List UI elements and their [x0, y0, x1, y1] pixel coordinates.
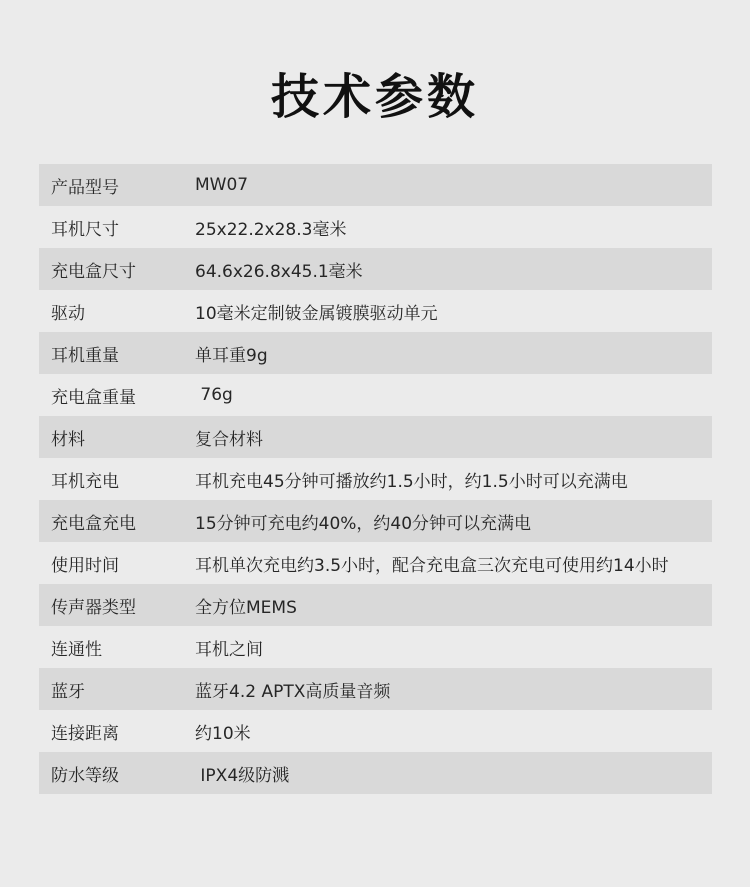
spec-label: 使用时间 [51, 555, 119, 576]
page-title: 技术参数 [270, 69, 479, 125]
spec-value: 全方位MEMS [195, 597, 297, 618]
spec-row [39, 416, 712, 458]
spec-value: 耳机之间 [195, 639, 263, 660]
spec-label: 耳机尺寸 [51, 219, 119, 240]
spec-label: 耳机充电 [51, 471, 119, 492]
spec-label: 连通性 [51, 639, 102, 660]
spec-value: 单耳重9g [195, 345, 268, 366]
spec-value: 15分钟可充电约40%，约40分钟可以充满电 [195, 513, 532, 534]
spec-row [39, 542, 712, 584]
spec-value: 蓝牙4.2 APTX高质量音频 [195, 681, 391, 702]
spec-row [39, 584, 712, 626]
spec-value: 10毫米定制铍金属镀膜驱动单元 [195, 303, 438, 324]
spec-label: 材料 [51, 429, 85, 450]
spec-row [39, 248, 712, 290]
spec-value: 76g [195, 385, 233, 405]
spec-value: 复合材料 [195, 429, 263, 450]
spec-value: MW07 [195, 175, 249, 195]
spec-row [39, 710, 712, 752]
spec-row [39, 164, 712, 206]
spec-label: 驱动 [51, 303, 85, 324]
spec-value: 25x22.2x28.3毫米 [195, 219, 347, 240]
spec-row [39, 626, 712, 668]
spec-label: 传声器类型 [51, 597, 136, 618]
spec-label: 连接距离 [51, 723, 119, 744]
spec-row [39, 290, 712, 332]
spec-row [39, 752, 712, 794]
spec-row [39, 332, 712, 374]
spec-table [39, 164, 712, 794]
spec-value: 耳机单次充电约3.5小时，配合充电盒三次充电可使用约14小时 [195, 555, 669, 576]
spec-value: IPX4级防溅 [195, 765, 290, 786]
spec-row [39, 374, 712, 416]
spec-row [39, 500, 712, 542]
spec-value: 耳机充电45分钟可播放约1.5小时，约1.5小时可以充满电 [195, 471, 628, 492]
spec-row [39, 206, 712, 248]
spec-row [39, 668, 712, 710]
spec-label: 充电盒尺寸 [51, 261, 136, 282]
spec-row [39, 458, 712, 500]
spec-label: 蓝牙 [51, 681, 85, 702]
spec-label: 防水等级 [51, 765, 119, 786]
spec-label: 产品型号 [51, 177, 119, 198]
spec-value: 约10米 [195, 723, 251, 744]
spec-value: 64.6x26.8x45.1毫米 [195, 261, 363, 282]
spec-label: 充电盒充电 [51, 513, 136, 534]
spec-label: 耳机重量 [51, 345, 119, 366]
spec-label: 充电盒重量 [51, 387, 136, 408]
